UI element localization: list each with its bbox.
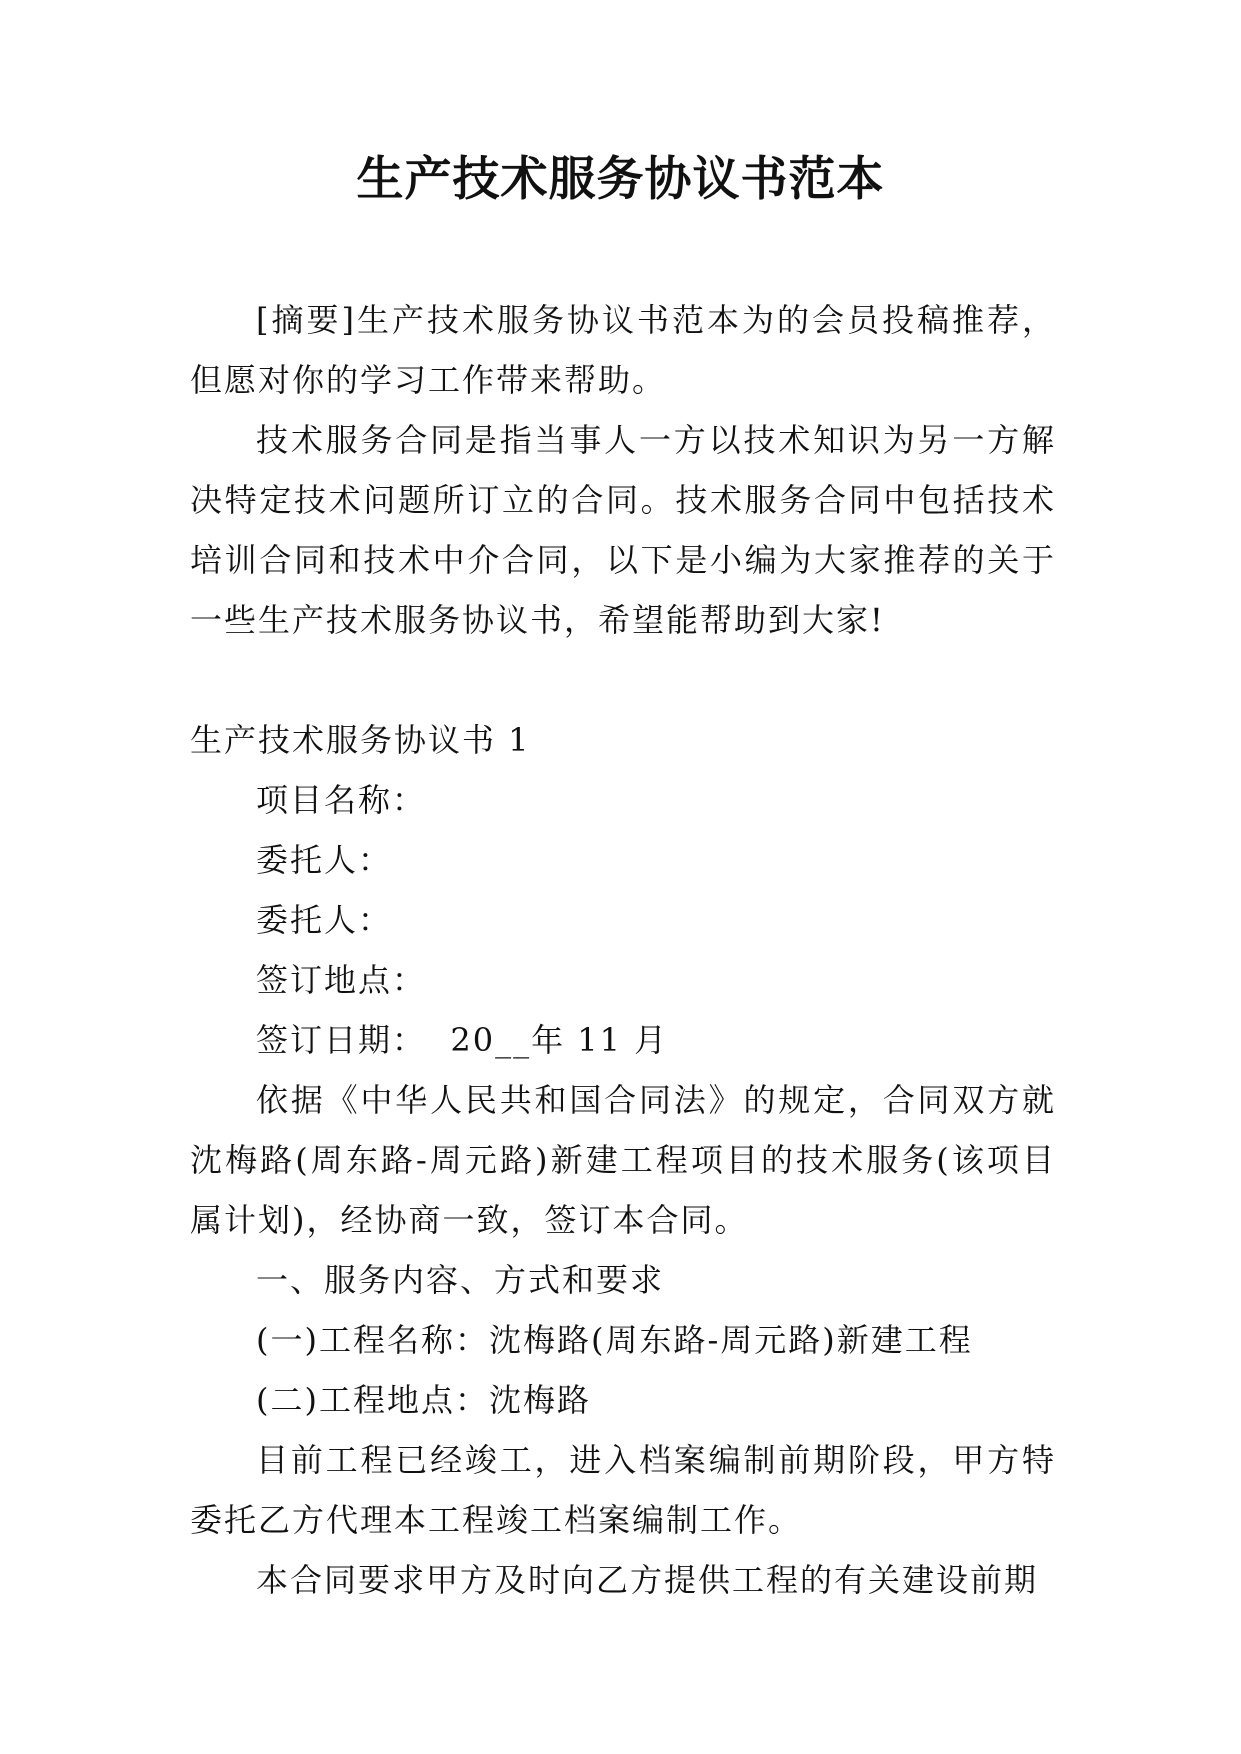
document-title: 生产技术服务协议书范本 — [356, 152, 885, 207]
section-heading: 生产技术服务协议书 1 — [190, 721, 531, 759]
intro-paragraph: 技术服务合同是指当事人一方以技术知识为另一方解决特定技术问题所订立的合同。技术服务合同中包括技术培训合同和技术中介合同，以下是小编为大家推荐的关于一些生产技术服务协议书，希望能帮助到大家! — [190, 421, 1056, 639]
clause-heading: 一、服务内容、方式和要求 — [256, 1261, 665, 1299]
requirement-paragraph: 本合同要求甲方及时向乙方提供工程的有关建设前期 — [256, 1561, 1039, 1599]
sign-place-field: 签订地点： — [256, 961, 427, 999]
status-paragraph: 目前工程已经竣工，进入档案编制前期阶段，甲方特委托乙方代理本工程竣工档案编制工作。 — [190, 1441, 1056, 1539]
client-field: 委托人： — [256, 841, 393, 879]
paragraph-gap — [190, 650, 1056, 710]
clause-project-location: (二)工程地点：沈梅路 — [256, 1381, 591, 1419]
basis-paragraph: 依据《中华人民共和国合同法》的规定，合同双方就沈梅路(周东路-周元路)新建工程项目的技术服务(该项目属计划)，经协商一致，签订本合同。 — [190, 1081, 1056, 1239]
clause-project-name: (一)工程名称：沈梅路(周东路-周元路)新建工程 — [256, 1321, 973, 1359]
project-name-field: 项目名称： — [256, 781, 427, 819]
abstract-paragraph: [摘要]生产技术服务协议书范本为的会员投稿推荐，但愿对你的学习工作带来帮助。 — [190, 301, 1056, 399]
document-body — [190, 290, 1056, 1610]
sign-date-field: 签订日期： 20__年 11 月 — [256, 1021, 669, 1059]
client-field-second: 委托人： — [256, 901, 393, 939]
